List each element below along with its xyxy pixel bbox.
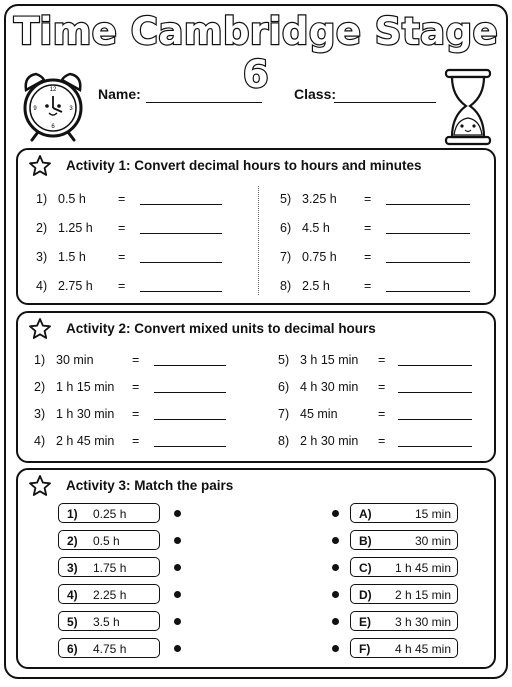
match-dot[interactable] (332, 564, 339, 571)
svg-text:6: 6 (51, 124, 55, 130)
svg-text:9: 9 (33, 106, 37, 112)
page-title: Time Cambridge Stage 6 (13, 10, 499, 96)
match-dot[interactable] (174, 591, 181, 598)
activity-1-section: Activity 1: Convert decimal hours to hours and minutes 1) 0.5 h = 2) 1.25 h = 3) 1.5 h = 4) 2.75 h = 5) 3.25 h = 6) 4.5 h = 7) 0.75 h = 8) 2.5 h = (16, 148, 496, 305)
answer-field[interactable] (154, 392, 226, 393)
svg-text:12: 12 (49, 87, 57, 93)
answer-field[interactable] (140, 233, 222, 234)
alarm-clock-icon (18, 68, 88, 144)
match-left-item[interactable]: 4) 2.25 h (58, 584, 160, 604)
match-dot[interactable] (332, 645, 339, 652)
svg-text:3: 3 (69, 106, 73, 112)
match-dot[interactable] (332, 537, 339, 544)
match-right-item[interactable]: B) 30 min (350, 530, 458, 550)
star-icon (28, 154, 52, 178)
match-right-item[interactable]: D) 2 h 15 min (350, 584, 458, 604)
match-right-item[interactable]: C) 1 h 45 min (350, 557, 458, 577)
answer-field[interactable] (386, 204, 470, 205)
match-dot[interactable] (174, 618, 181, 625)
name-label: Name: (98, 86, 141, 102)
answer-field[interactable] (154, 446, 226, 447)
match-left-item[interactable]: 1) 0.25 h (58, 503, 160, 523)
match-dot[interactable] (332, 510, 339, 517)
answer-field[interactable] (140, 204, 222, 205)
answer-field[interactable] (398, 419, 472, 420)
activity-3-section (16, 468, 496, 669)
class-field[interactable] (334, 102, 436, 103)
match-right-item[interactable]: F) 4 h 45 min (350, 638, 458, 658)
answer-field[interactable] (398, 392, 472, 393)
hourglass-icon (442, 68, 494, 146)
star-icon (28, 474, 52, 498)
answer-field[interactable] (140, 291, 222, 292)
match-left-item[interactable]: 2) 0.5 h (58, 530, 160, 550)
column-divider (258, 186, 259, 295)
star-icon (28, 317, 52, 341)
activity-2-title: Activity 2: Convert mixed units to decimal hours (66, 321, 376, 336)
match-dot[interactable] (332, 591, 339, 598)
answer-field[interactable] (398, 446, 472, 447)
answer-field[interactable] (154, 365, 226, 366)
answer-field[interactable] (386, 262, 470, 263)
match-right-item[interactable]: E) 3 h 30 min (350, 611, 458, 631)
answer-field[interactable] (386, 291, 470, 292)
match-right-item[interactable]: A) 15 min (350, 503, 458, 523)
match-dot[interactable] (174, 564, 181, 571)
answer-field[interactable] (398, 365, 472, 366)
match-left-item[interactable]: 5) 3.5 h (58, 611, 160, 631)
class-label: Class: (294, 86, 337, 102)
answer-field[interactable] (140, 262, 222, 263)
match-dot[interactable] (332, 618, 339, 625)
match-dot[interactable] (174, 645, 181, 652)
match-left-item[interactable]: 6) 4.75 h (58, 638, 160, 658)
match-dot[interactable] (174, 510, 181, 517)
match-dot[interactable] (174, 537, 181, 544)
answer-field[interactable] (154, 419, 226, 420)
activity-2-section: Activity 2: Convert mixed units to decimal hours 1) 30 min = 2) 1 h 15 min = 3) 1 h 30 min = 4) 2 h 45 min = 5) 3 h 15 min = 6) 4 h 30 min = 7) 45 min = 8) 2 h 30 min = (16, 311, 496, 463)
worksheet-page (4, 4, 508, 679)
answer-field[interactable] (386, 233, 470, 234)
match-left-item[interactable]: 3) 1.75 h (58, 557, 160, 577)
activity-3-title: Activity 3: Match the pairs (66, 478, 234, 493)
name-field[interactable] (146, 102, 262, 103)
activity-1-title: Activity 1: Convert decimal hours to hours and minutes (66, 158, 422, 173)
